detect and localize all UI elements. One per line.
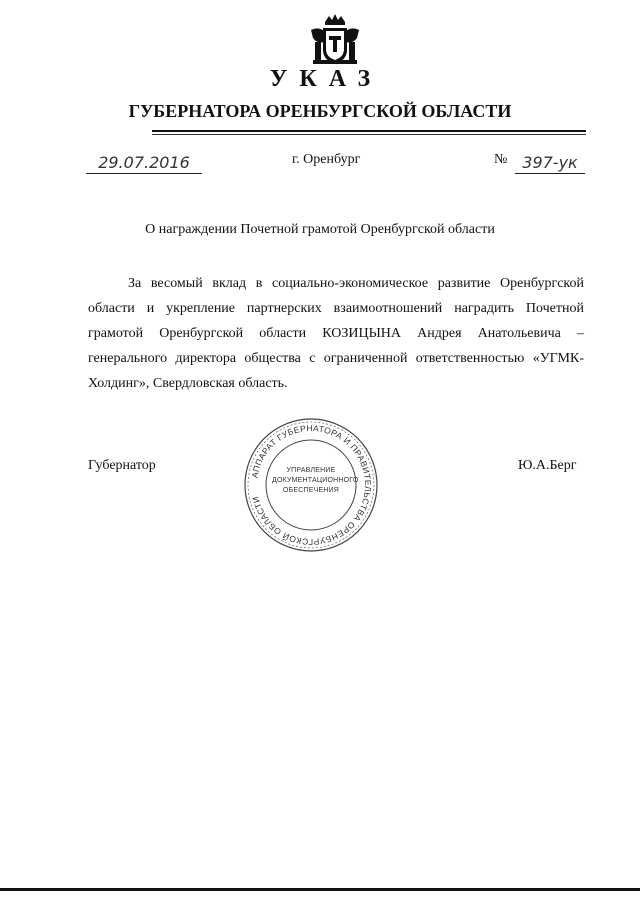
header-divider — [152, 130, 586, 132]
document-subject: О награждении Почетной грамотой Оренбургской области — [145, 222, 495, 237]
document-city: г. Оренбург — [292, 152, 361, 167]
document-body: За весомый вклад в социально-экономическое развитие Оренбургской области и укрепление партнерских взаимоотношений наградить Почетной грамотой Оренбургской области КОЗИЦЫНА Андрея Анатольевича – генерального директора общества с ограниченной ответственностью «УГМК-Холдинг», Свердловская область. — [88, 276, 584, 391]
seal-center-text: УПРАВЛЕНИЕ ДОКУМЕНТАЦИОННОГО ОБЕСПЕЧЕНИЯ — [272, 467, 359, 494]
number-sign: № — [494, 152, 508, 167]
coat-of-arms-icon — [303, 12, 367, 68]
document-number: 397-ук — [515, 153, 585, 174]
document-date: 29.07.2016 — [86, 153, 202, 174]
header-divider-thin — [152, 134, 586, 135]
issuing-authority: ГУБЕРНАТОРА ОРЕНБУРГСКОЙ ОБЛАСТИ — [128, 101, 512, 121]
signatory-title: Губернатор — [88, 458, 156, 473]
signatory-name: Ю.А.Берг — [518, 458, 577, 473]
footer-divider — [0, 888, 640, 891]
seal-ring-text: АППАРАТ ГУБЕРНАТОРА И ПРАВИТЕЛЬСТВА ОРЕНБУРГСКОЙ ОБЛАСТИ — [249, 422, 374, 548]
document-title: УКАЗ — [269, 66, 383, 92]
